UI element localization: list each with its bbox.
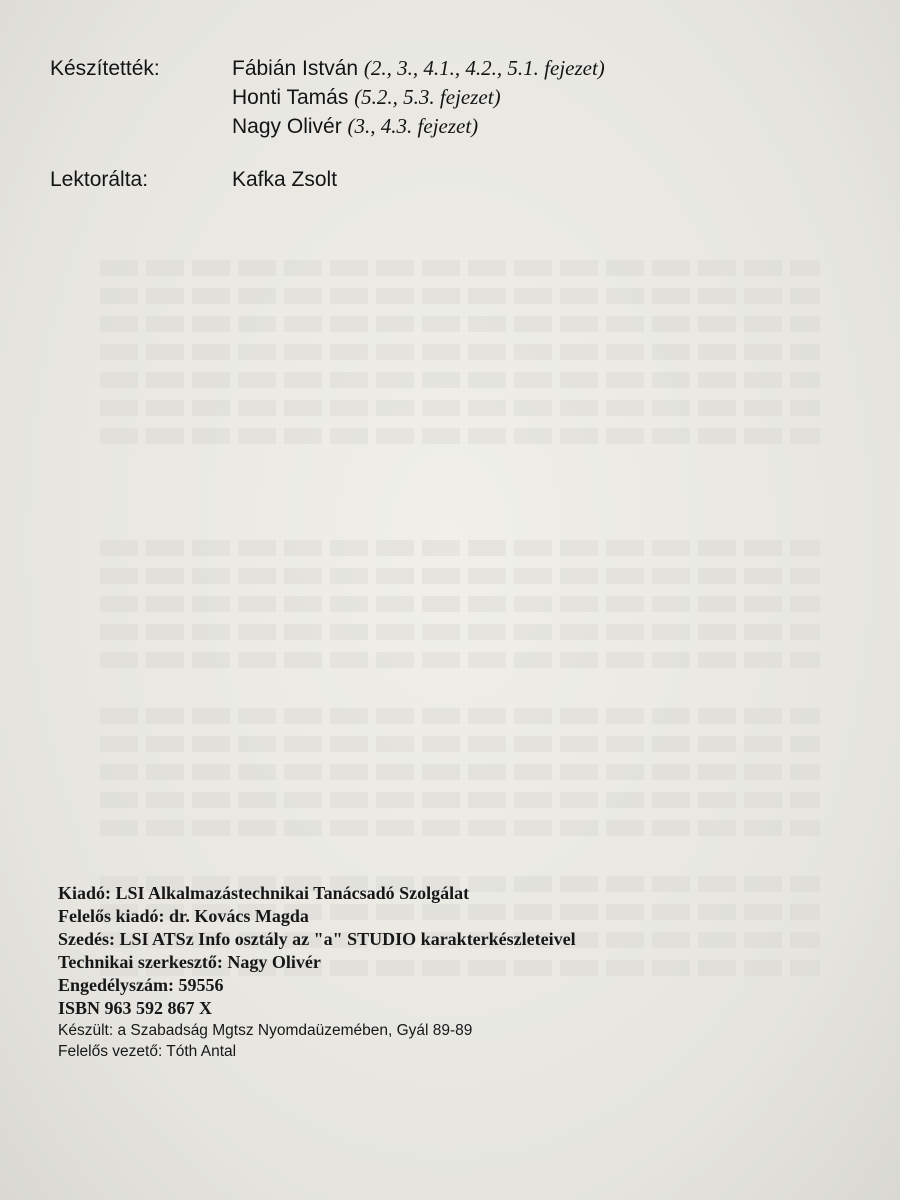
reviewer-row [50, 165, 850, 194]
author-name: Nagy Olivér [232, 115, 342, 138]
manager-line: Felelős vezető: Tóth Antal [58, 1043, 237, 1060]
author-chapters: (2., 3., 4.1., 4.2., 5.1. fejezet) [363, 56, 605, 80]
typesetting-line: Szedés: LSI ATSz Info osztály az "a" STUDIO karakterkészleteivel [58, 929, 576, 949]
printed-line: Készült: a Szabadság Mgtsz Nyomdaüzemében, Gyál 89-89 [58, 1022, 473, 1039]
isbn-line: ISBN 963 592 867 X [58, 998, 213, 1018]
author-name: Fábián István [232, 57, 359, 80]
author-line [232, 83, 605, 112]
author-chapters: (3., 4.3. fejezet) [347, 114, 479, 138]
author-line [232, 112, 605, 141]
publisher-line: Kiadó: LSI Alkalmazástechnikai Tanácsadó Szolgálat [58, 883, 470, 903]
reviewer-name: Kafka Zsolt [232, 168, 338, 191]
technical-editor-line: Technikai szerkesztő: Nagy Olivér [58, 952, 321, 972]
imprint-section [58, 882, 818, 1062]
made-by-label: Készítették: [50, 57, 160, 80]
responsible-publisher-line: Felelős kiadó: dr. Kovács Magda [58, 906, 309, 926]
credits-section [50, 54, 850, 194]
authors-list [232, 54, 605, 141]
author-chapters: (5.2., 5.3. fejezet) [354, 85, 501, 109]
reviewed-label: Lektorálta: [50, 168, 149, 191]
permit-line: Engedélyszám: 59556 [58, 975, 224, 995]
authors-row [50, 54, 850, 141]
author-name: Honti Tamás [232, 86, 349, 109]
author-line [232, 54, 605, 83]
